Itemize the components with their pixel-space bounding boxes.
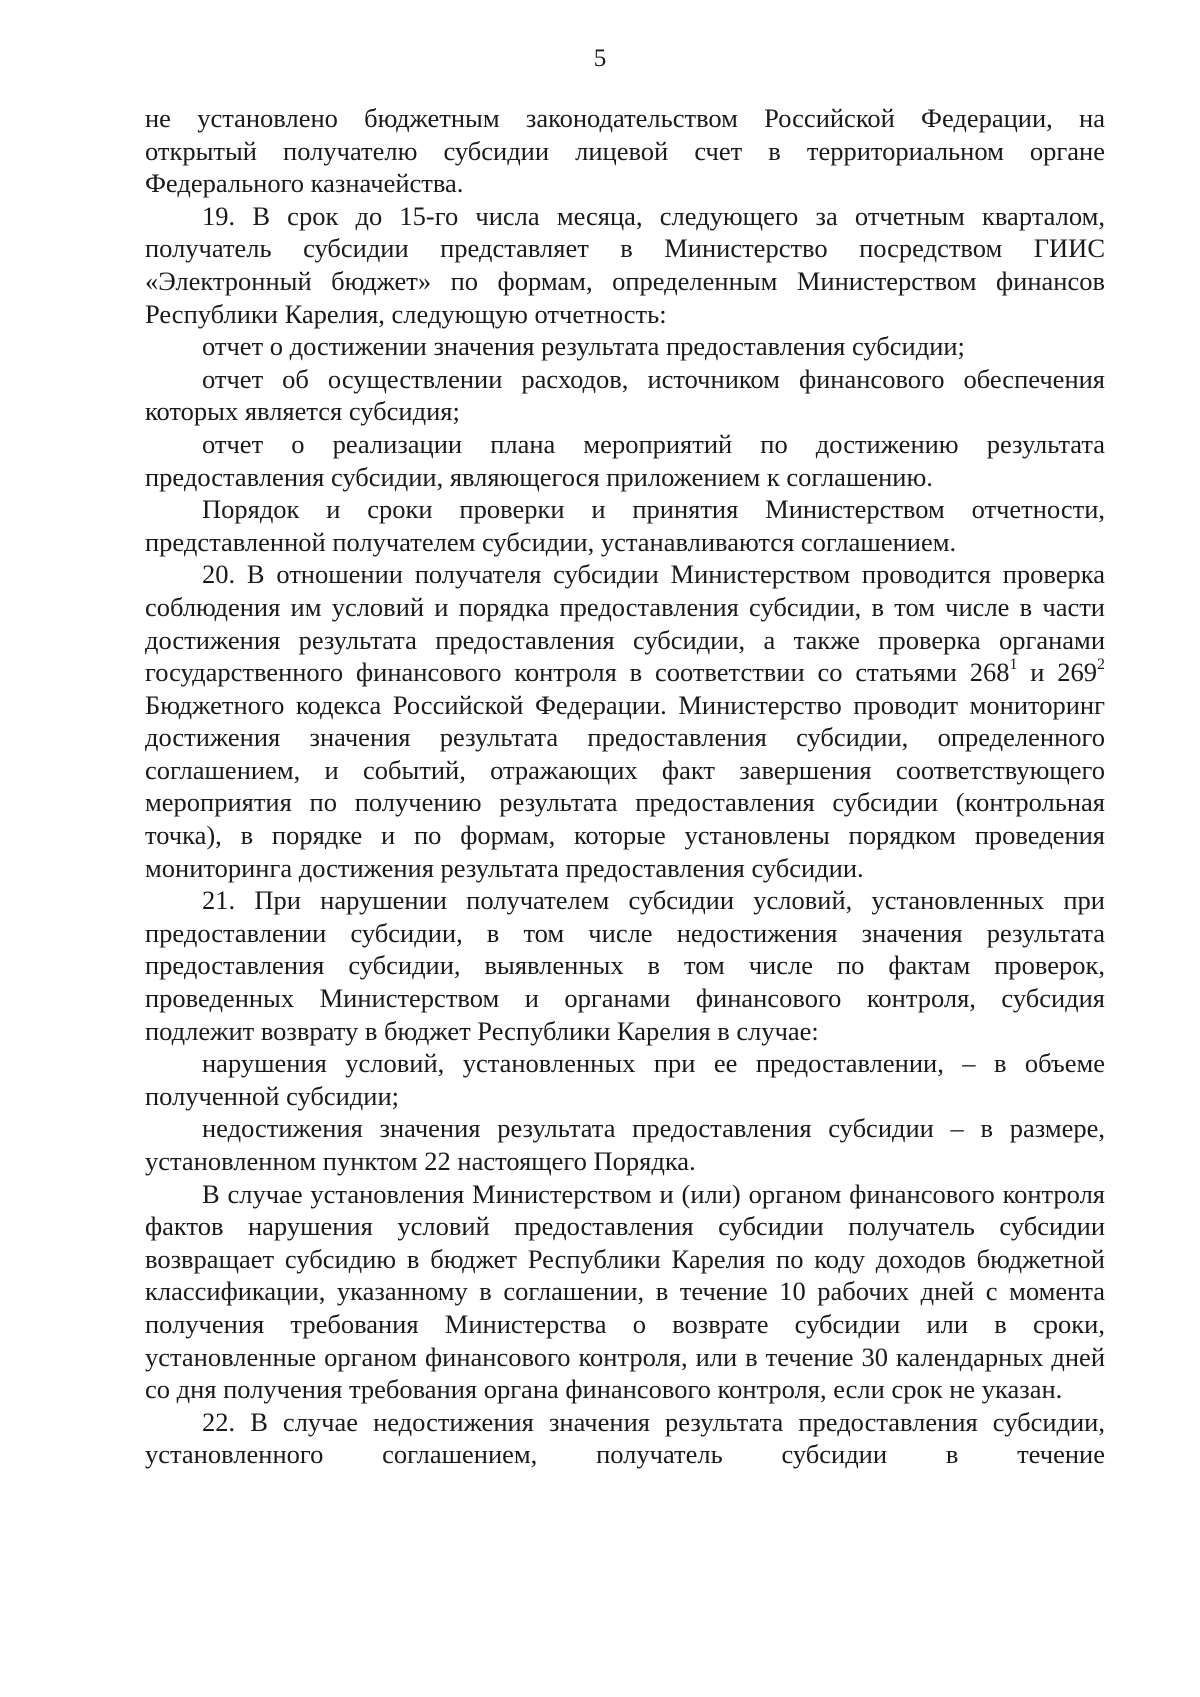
paragraph-reporting-procedure: Порядок и сроки проверки и принятия Министерством отчетности, представленной получателем субсидии, устанавливаются соглашением. <box>145 494 1105 557</box>
paragraph-item-20-part-c: Бюджетного кодекса Российской Федерации. Министерство проводит мониторинг достижения значения результата предоставления субсидии, определенного соглашением, и событий, отражающих факт завершения соответствующего мероприятия по получению результата предоставления субсидии (контрольная точка), в порядке и по формам, которые установлены порядком проведения мониторинга достижения результата предоставления субсидии. <box>145 689 1105 883</box>
paragraph-continuation: не установлено бюджетным законодательством Российской Федерации, на открытый получателю субсидии лицевой счет в территориальном органе Федерального казначейства. <box>145 103 1105 199</box>
paragraph-item-22: 22. В случае недостижения значения результата предоставления субсидии, установленного соглашением, получатель субсидии в течение <box>145 1406 1105 1470</box>
paragraph-report-result: отчет о достижении значения результата предоставления субсидии; <box>202 331 965 362</box>
paragraph-refund-procedure: В случае установления Министерством и (или) органом финансового контроля фактов нарушения условий предоставления субсидии получатель субсидии возвращает субсидию в бюджет Республики Карелия по коду доходов бюджетной классификации, указанному в соглашении, в течение 10 рабочих дней с момента получения требования Министерства о возврате субсидии или в сроки, установленные органом финансового контроля, или в течение 30 календарных дней со дня получения требования органа финансового контроля, если срок не указан. <box>145 1178 1105 1405</box>
paragraph-nonachievement-case: недостижения значения результата предоставления субсидии – в размере, установленном пунктом 22 настоящего Порядка. <box>145 1113 1105 1176</box>
superscript-article-269: 2 <box>1097 656 1105 674</box>
page-number: 5 <box>593 45 607 72</box>
document-body <box>145 102 1105 1471</box>
paragraph-violation-case: нарушения условий, установленных при ее предоставлении, – в объеме полученной субсидии; <box>145 1048 1105 1111</box>
paragraph-item-19: 19. В срок до 15-го числа месяца, следующего за отчетным кварталом, получатель субсидии представляет в Министерство посредством ГИИС «Электронный бюджет» по формам, определенным Министерством финансов Республики Карелия, следующую отчетность: <box>145 200 1105 329</box>
paragraph-item-20-part-a: 20. В отношении получателя субсидии Министерством проводится проверка соблюдения им условий и порядка предоставления субсидии, в том числе в части достижения результата предоставления субсидии, а также проверка органами государственного финансового контроля в соответствии со статьями 268 <box>145 559 1105 688</box>
paragraph-item-20 <box>145 558 1105 884</box>
paragraph-report-expenses: отчет об осуществлении расходов, источником финансового обеспечения которых является субсидия; <box>145 363 1105 427</box>
paragraph-item-21: 21. При нарушении получателем субсидии условий, установленных при предоставлении субсидии, в том числе недостижения значения результата предоставления субсидии, выявленных в том числе по фактам проверок, проведенных Министерством и органами финансового контроля, субсидия подлежит возврату в бюджет Республики Карелия в случае: <box>145 885 1105 1046</box>
paragraph-item-20-part-b: и 269 <box>1017 657 1098 688</box>
superscript-article-268: 1 <box>1009 656 1018 674</box>
paragraph-report-plan: отчет о реализации плана мероприятий по достижению результата предоставления субсидии, являющегося приложением к соглашению. <box>145 428 1105 492</box>
